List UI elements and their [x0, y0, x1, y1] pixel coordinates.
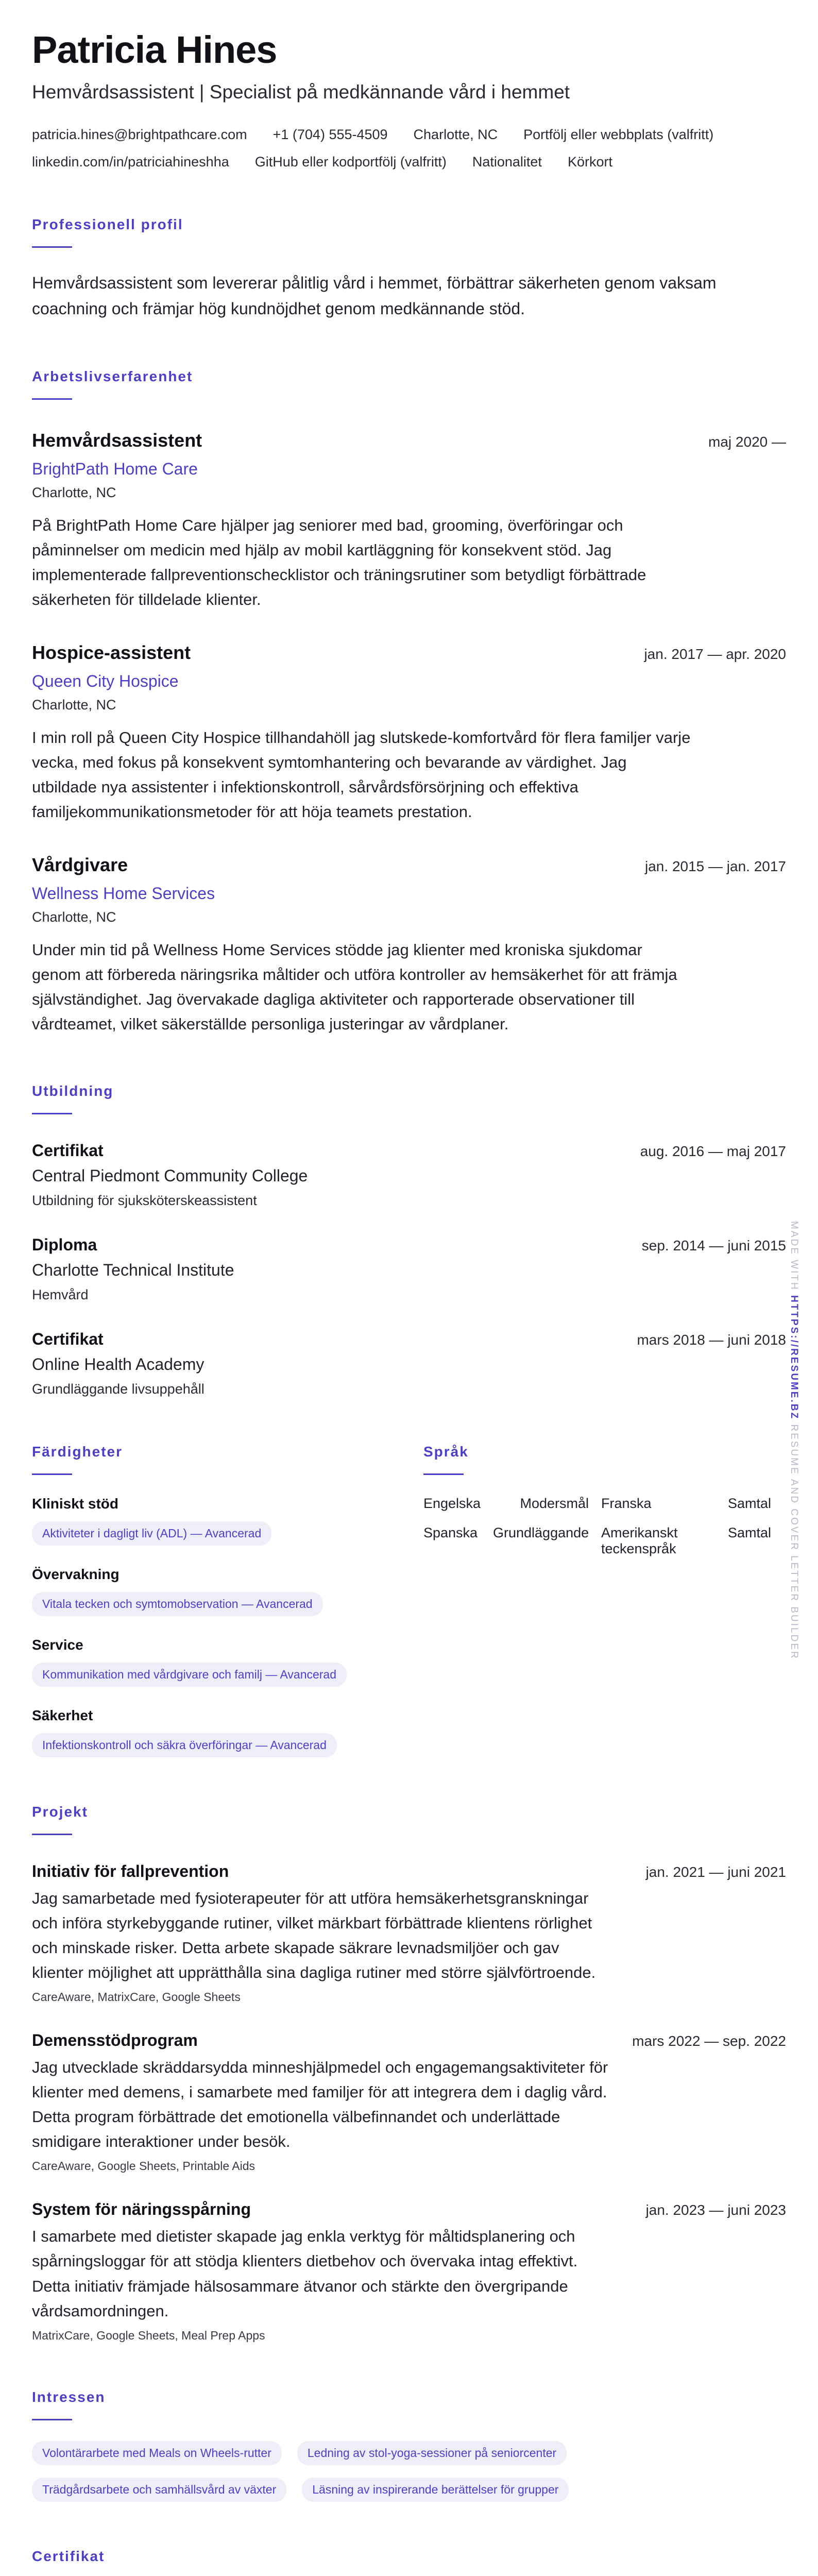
education-section [32, 1083, 786, 1397]
project-description: I samarbete med dietister skapade jag enkla verktyg för måltidsplanering och spårningsloggar för att stödja klienters dietbehov och övervaka intag effektivt. Detta initiativ främjade hälsosammare ätvanor och stärkte den övergripande vårdsamordningen. [32, 2227, 578, 2320]
skill-chip: Aktiviteter i dagligt liv (ADL) — Avancerad [32, 1521, 271, 1546]
education-dates: mars 2018 — juni 2018 [637, 1332, 786, 1348]
job-company: Wellness Home Services [32, 884, 215, 903]
education-item [32, 1141, 786, 1209]
contact-location: Charlotte, NC [413, 126, 498, 142]
language-level: Modersmål [520, 1496, 589, 1512]
contact-nationality: Nationalitet [472, 154, 542, 170]
skill-category: Övervakning [32, 1566, 120, 1583]
section-divider [32, 246, 72, 248]
section-divider [423, 1473, 464, 1475]
contact-email[interactable]: patricia.hines@brightpathcare.com [32, 126, 247, 142]
job-location: Charlotte, NC [32, 484, 116, 500]
project-title: System för näringsspårning [32, 2200, 251, 2219]
section-divider [32, 2419, 72, 2420]
section-divider [32, 1834, 72, 1835]
job-title: Vårdgivare [32, 854, 128, 875]
skill-chip: Kommunikation med vårdgivare och familj — Avancerad [32, 1663, 347, 1687]
project-item [32, 1862, 786, 2004]
section-title-interests: Intressen [32, 2388, 106, 2405]
job-dates: maj 2020 — [708, 433, 786, 450]
contact-phone[interactable]: +1 (704) 555-4509 [272, 126, 388, 142]
projects-section [32, 1804, 786, 2343]
skill-group [32, 1637, 423, 1687]
job-company: Queen City Hospice [32, 671, 179, 690]
education-field: Utbildning för sjuksköterskeassistent [32, 1193, 257, 1209]
education-item [32, 1235, 786, 1303]
language-name: Amerikanskt teckenspråk [601, 1525, 678, 1557]
language-name: Engelska [423, 1496, 481, 1512]
interest-chip: Ledning av stol-yoga-sessioner på seniorcenter [297, 2441, 567, 2465]
language-name: Franska [601, 1496, 652, 1512]
project-description: Jag utvecklade skräddarsydda minneshjälpmedel och engagemangsaktiviteter för klienter med demens, i samarbete med familjer för att integrera dem i daglig vård. Detta program förbättrade det emotionella välbefinnandet och underlättade smidigare interaktioner under besök. [32, 2058, 608, 2151]
watermark-prefix: MADE WITH [789, 1221, 799, 1291]
job-company: BrightPath Home Care [32, 459, 198, 478]
skill-chip: Vitala tecken och symtomobservation — Avancerad [32, 1592, 323, 1616]
experience-item [32, 854, 786, 1037]
project-item [32, 2200, 786, 2342]
education-item [32, 1330, 786, 1397]
job-dates: jan. 2017 — apr. 2020 [644, 646, 786, 662]
interest-chip: Trädgårdsarbete och samhällsvård av växter [32, 2478, 286, 2502]
education-dates: aug. 2016 — maj 2017 [640, 1143, 786, 1160]
skill-category: Kliniskt stöd [32, 1496, 119, 1512]
project-tools: CareAware, MatrixCare, Google Sheets [32, 1990, 241, 2004]
education-degree: Certifikat [32, 1330, 104, 1349]
education-degree: Certifikat [32, 1141, 104, 1160]
interest-list [32, 2441, 650, 2502]
project-description: Jag samarbetade med fysioterapeuter för att utföra hemsäkerhetsgranskningar och införa styrkebyggande rutiner, vilket märkbart förbättrade klientens rörlighet och minskade risker. Detta arbete skapade säkrare levnadsmiljöer och gav klienter möjlighet att upprätthålla sina dagliga rutiner med större självförtroende. [32, 1889, 596, 1982]
section-divider [32, 1113, 72, 1114]
project-title: Initiativ för fallprevention [32, 1862, 229, 1881]
section-title-projects: Projekt [32, 1804, 88, 1820]
contact-portfolio[interactable]: Portfölj eller webbplats (valfritt) [523, 126, 714, 142]
watermark-link[interactable]: HTTPS://RESUME.BZ [789, 1295, 799, 1420]
skills-section [32, 1397, 423, 1757]
section-divider [32, 1473, 72, 1475]
language-level: Samtal [727, 1525, 771, 1541]
profile-summary: Hemvårdsassistent som levererar pålitlig vård i hemmet, förbättrar säkerheten genom vaksam coachning och främjar hög kundnöjdhet genom medkännande stöd. [32, 273, 717, 318]
project-item [32, 2031, 786, 2173]
section-divider [32, 398, 72, 400]
project-tools: CareAware, Google Sheets, Printable Aids [32, 2159, 255, 2173]
project-tools: MatrixCare, Google Sheets, Meal Prep Apps [32, 2328, 265, 2342]
candidate-name: Patricia Hines [32, 28, 277, 71]
education-dates: sep. 2014 — juni 2015 [641, 1238, 786, 1254]
skill-group [32, 1707, 423, 1757]
language-name: Spanska [423, 1525, 478, 1541]
profile-section [32, 216, 786, 322]
interest-chip: Volontärarbete med Meals on Wheels-rutter [32, 2441, 282, 2465]
job-description: Under min tid på Wellness Home Services stödde jag klienter med kroniska sjukdomar genom att förbereda näringsrika måltider och utföra kontroller av hemsäkerhet för att främja självständighet. Jag övervakade dagliga aktiviteter och rapporterade observationer till vårdteamet, vilket säkerställde personliga justeringar av vårdplaner. [32, 940, 677, 1033]
watermark-suffix: RESUME AND COVER LETTER BUILDER [789, 1424, 799, 1660]
job-location: Charlotte, NC [32, 909, 116, 925]
contact-drivers-license: Körkort [567, 154, 612, 170]
project-dates: mars 2022 — sep. 2022 [632, 2033, 786, 2049]
section-title-certificates: Certifikat [32, 2548, 105, 2564]
builder-watermark [788, 1221, 799, 1660]
education-institution: Online Health Academy [32, 1355, 204, 1374]
language-level: Grundläggande [493, 1525, 589, 1541]
section-title-profile: Professionell profil [32, 216, 183, 232]
section-title-languages: Språk [423, 1444, 469, 1460]
interests-section [32, 2389, 786, 2502]
interest-chip: Läsning av inspirerande berättelser för grupper [302, 2478, 569, 2502]
project-dates: jan. 2021 — juni 2021 [645, 1864, 786, 1880]
skill-group [32, 1496, 423, 1546]
project-title: Demensstödprogram [32, 2031, 198, 2050]
skill-category: Säkerhet [32, 1707, 93, 1724]
contact-github[interactable]: GitHub eller kodportfölj (valfritt) [254, 154, 447, 170]
job-description: I min roll på Queen City Hospice tillhandahöll jag slutskede-komfortvård för flera familjer varje vecka, med fokus på konsekvent symtomhantering och bevarande av värdighet. Jag utbildade nya assistenter i infektionskontroll, sårvårdsförsörjning och effektiva familjekommunikationsmetoder för att höja teamets prestation. [32, 728, 691, 821]
education-degree: Diploma [32, 1235, 97, 1255]
contact-linkedin[interactable]: linkedin.com/in/patriciahineshha [32, 154, 229, 170]
job-dates: jan. 2015 — jan. 2017 [645, 858, 786, 874]
job-title: Hospice-assistent [32, 641, 191, 663]
candidate-headline: Hemvårdsassistent | Specialist på medkännande vård i hemmet [32, 81, 570, 103]
job-description: På BrightPath Home Care hjälper jag seniorer med bad, grooming, överföringar och påminnelser om medicin med hjälp av mobil kartläggning för konsekvent stöd. Jag implementerade fallpreventionschecklistor och träningsrutiner som betydligt förbättrade säkerheten för tilldelade klienter. [32, 516, 646, 608]
skill-group [32, 1566, 423, 1616]
experience-item [32, 430, 786, 612]
section-title-education: Utbildning [32, 1083, 114, 1099]
certificates-section [32, 2548, 786, 2576]
education-field: Grundläggande livsuppehåll [32, 1381, 204, 1397]
language-level: Samtal [727, 1496, 771, 1512]
contact-list [32, 127, 784, 170]
education-institution: Central Piedmont Community College [32, 1166, 308, 1185]
section-title-skills: Färdigheter [32, 1444, 123, 1460]
job-title: Hemvårdsassistent [32, 429, 202, 451]
experience-item [32, 642, 786, 824]
project-dates: jan. 2023 — juni 2023 [645, 2202, 786, 2218]
language-list [423, 1496, 784, 1557]
education-institution: Charlotte Technical Institute [32, 1261, 234, 1280]
experience-section [32, 368, 786, 1037]
education-field: Hemvård [32, 1287, 89, 1303]
resume-header [32, 30, 786, 170]
skills-languages-row [32, 1397, 786, 1757]
skill-chip: Infektionskontroll och säkra överföringar — Avancerad [32, 1733, 337, 1757]
section-title-experience: Arbetslivserfarenhet [32, 368, 193, 384]
job-location: Charlotte, NC [32, 697, 116, 713]
skill-category: Service [32, 1637, 83, 1653]
languages-section [423, 1397, 784, 1757]
